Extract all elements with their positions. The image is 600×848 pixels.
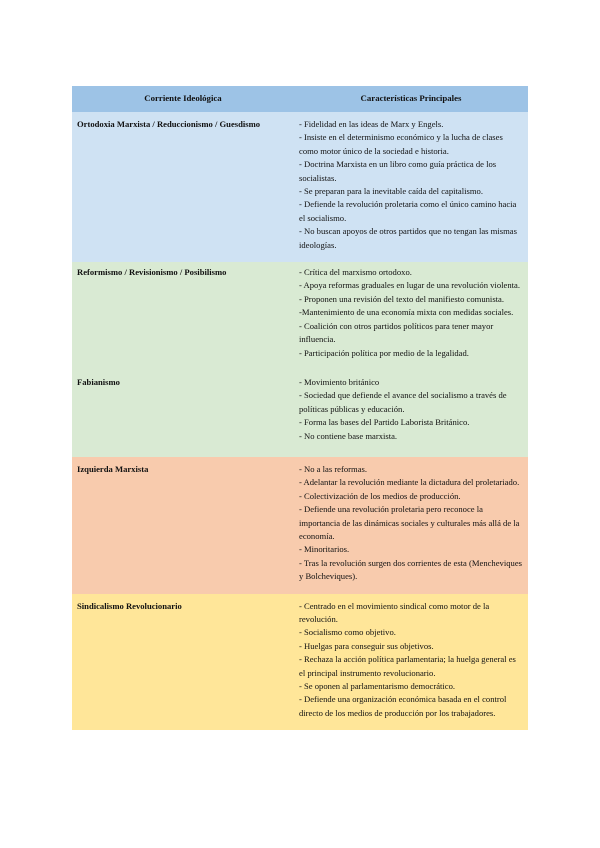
feature-item: - Sociedad que defiende el avance del socialismo a través de políticas públicas y educación. [299, 390, 507, 414]
ideology-features [294, 262, 528, 370]
ideology-name: Sindicalismo Revolucionario [72, 594, 294, 731]
feature-item: - Defiende una revolución proletaria pero reconoce la importancia de las dinámicas sociales y culturales más allá de la economía. [299, 504, 520, 541]
feature-item: - Socialismo como objetivo. [299, 627, 396, 638]
header-characteristics: Características Principales [294, 86, 528, 112]
table-header-row [72, 86, 528, 112]
feature-item: - Insiste en el determinismo económico y la lucha de clases como motor único de la sociedad e historia. [299, 132, 503, 156]
feature-item: - Se oponen al parlamentarismo democrático. [299, 681, 456, 692]
ideology-features [294, 370, 528, 457]
feature-item: - Participación política por medio de la legalidad. [299, 347, 469, 358]
feature-item: - Huelgas para conseguir sus objetivos. [299, 640, 434, 651]
feature-item: - Tras la revolución surgen dos corrientes de esta (Mencheviques y Bolcheviques). [299, 557, 522, 582]
ideology-name: Fabianismo [72, 370, 294, 457]
ideology-name: Reformismo / Revisionismo / Posibilismo [72, 262, 294, 370]
header-ideology: Corriente Ideológica [72, 86, 294, 112]
ideology-features [294, 457, 528, 594]
feature-item: - No buscan apoyos de otros partidos que no tengan las mismas ideologías. [299, 226, 517, 250]
ideology-features [294, 112, 528, 262]
feature-item: - Centrado en el movimiento sindical como motor de la revolución. [299, 600, 490, 624]
table-row [72, 594, 528, 731]
feature-item: - Defiende una organización económica basada en el control directo de los medios de producción por los trabajadores. [299, 694, 507, 718]
ideologies-table [72, 86, 528, 730]
feature-item: - Colectivización de los medios de producción. [299, 490, 461, 501]
feature-item: - Adelantar la revolución mediante la dictadura del proletariado. [299, 477, 520, 488]
feature-item: -Mantenimiento de una economía mixta con medidas sociales. [299, 307, 514, 318]
feature-item: - Rechaza la acción política parlamentaria; la huelga general es el principal instrumento revolucionario. [299, 654, 516, 678]
ideology-name: Izquierda Marxista [72, 457, 294, 594]
feature-item: - No a las reformas. [299, 463, 368, 474]
feature-item: - Coalición con otros partidos políticos para tener mayor influencia. [299, 320, 494, 345]
ideology-features [294, 594, 528, 731]
feature-item: - Minoritarios. [299, 544, 350, 555]
table-row [72, 457, 528, 594]
table-row [72, 370, 528, 457]
table-row [72, 262, 528, 370]
feature-item: - Se preparan para la inevitable caída del capitalismo. [299, 186, 483, 197]
feature-item: - Crítica del marxismo ortodoxo. [299, 267, 412, 278]
feature-item: - No contiene base marxista. [299, 430, 398, 441]
feature-item: - Forma las bases del Partido Laborista Británico. [299, 417, 470, 428]
feature-item: - Proponen una revisión del texto del manifiesto comunista. [299, 293, 505, 304]
feature-item: - Apoya reformas graduales en lugar de una revolución violenta. [299, 280, 520, 291]
feature-item: - Defiende la revolución proletaria como el único camino hacia el socialismo. [299, 199, 517, 223]
ideology-name: Ortodoxia Marxista / Reduccionismo / Guesdismo [72, 112, 294, 262]
feature-item: - Doctrina Marxista en un libro como guía práctica de los socialistas. [299, 159, 497, 183]
feature-item: - Movimiento británico [299, 376, 380, 387]
table-row [72, 112, 528, 262]
feature-item: - Fidelidad en las ideas de Marx y Engels. [299, 119, 444, 129]
